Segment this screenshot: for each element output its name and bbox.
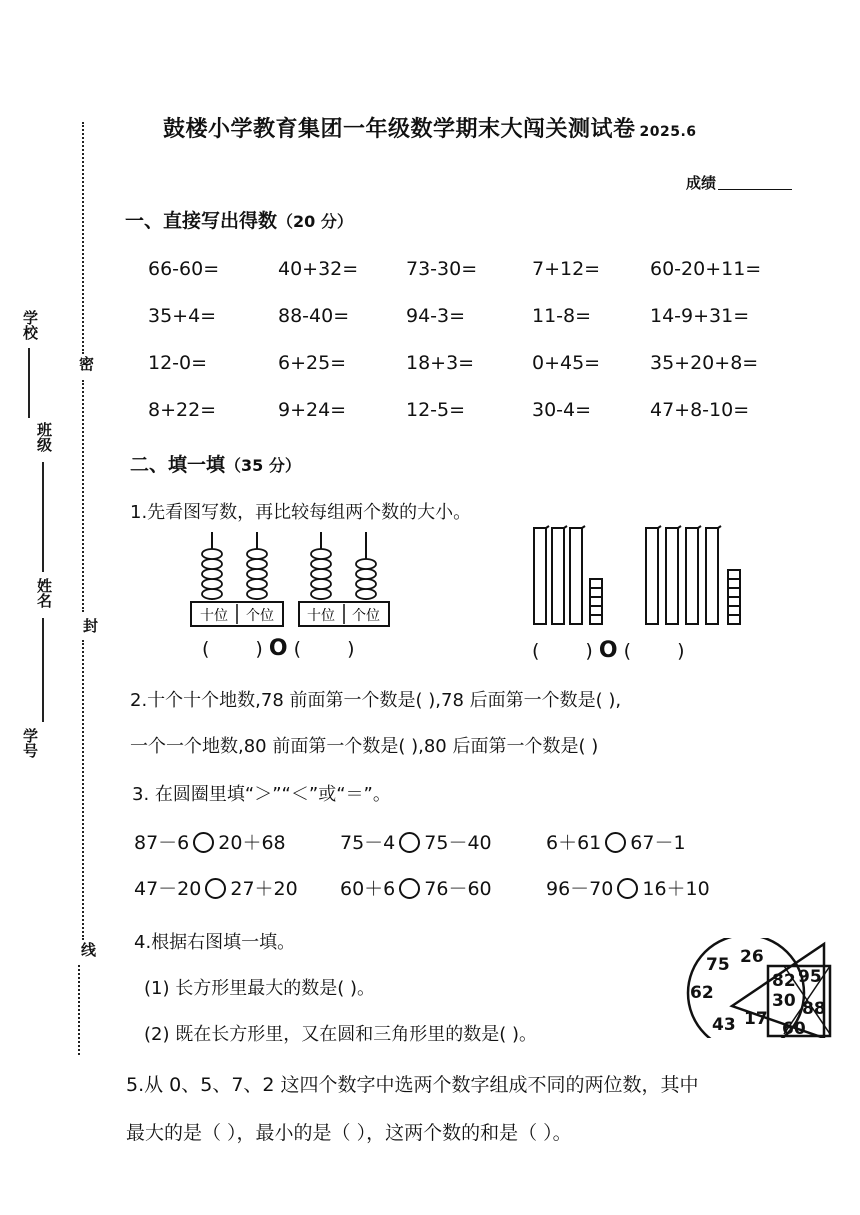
score-blank[interactable] bbox=[718, 189, 792, 190]
ten-rod bbox=[706, 528, 718, 624]
q4-text: 4.根据右图填一填。 bbox=[134, 932, 296, 953]
compare-left: 96－70 bbox=[546, 878, 614, 900]
ten-rod bbox=[666, 528, 678, 624]
blocks-figure bbox=[528, 522, 760, 632]
compare-circle[interactable] bbox=[605, 832, 626, 853]
one-cube bbox=[590, 588, 602, 597]
blank-open: ( bbox=[532, 640, 540, 662]
q4-part1: (1) 长方形里最大的数是( )。 bbox=[144, 978, 375, 999]
section1-heading bbox=[125, 206, 353, 233]
section2-title: 二、填一填 bbox=[130, 454, 226, 476]
calc-item: 47+8-10= bbox=[650, 399, 750, 421]
q1-text: 1.先看图写数，再比较每组两个数的大小。 bbox=[130, 502, 472, 523]
score-field bbox=[686, 172, 792, 193]
blank-close: ) bbox=[677, 640, 685, 662]
calc-item: 6+25= bbox=[278, 352, 347, 374]
ten-rod bbox=[552, 528, 564, 624]
one-cube bbox=[590, 615, 602, 624]
calc-item: 9+24= bbox=[278, 399, 347, 421]
compare-left: 87－6 bbox=[134, 832, 190, 854]
figure-number: 60 bbox=[782, 1019, 806, 1038]
number-label: 学号 bbox=[21, 728, 39, 758]
abacus-bead bbox=[356, 569, 376, 579]
blank-close: ) bbox=[347, 638, 355, 660]
calc-item: 60-20+11= bbox=[650, 258, 762, 280]
ten-rod bbox=[646, 528, 658, 624]
q2-line2: 一个一个地数,80 前面第一个数是( ),80 后面第一个数是( ) bbox=[130, 736, 599, 757]
abacus-bead bbox=[356, 589, 376, 599]
blank-open: ( bbox=[293, 638, 302, 660]
q3-compare bbox=[134, 828, 286, 855]
abacus-label: 个位 bbox=[246, 608, 274, 624]
binding-dotted-line-1 bbox=[82, 122, 84, 354]
q5-line1: 5.从 0、5、7、2 这四个数字中选两个数字组成不同的两位数，其中 bbox=[126, 1074, 699, 1096]
q3-compare bbox=[340, 828, 492, 855]
abacus-answer-row bbox=[202, 636, 354, 661]
figure-number: 17 bbox=[744, 1009, 768, 1029]
one-cube bbox=[728, 615, 740, 624]
figure-number: 75 bbox=[706, 955, 730, 975]
compare-right: 20＋68 bbox=[218, 832, 286, 854]
calc-item: 11-8= bbox=[532, 305, 592, 327]
compare-left: 6＋61 bbox=[546, 832, 602, 854]
q5-line2: 最大的是（ ），最小的是（ ），这两个数的和是（ ）。 bbox=[126, 1122, 572, 1144]
one-cube bbox=[728, 570, 740, 579]
calc-item: 12-0= bbox=[148, 352, 208, 374]
abacus-bead bbox=[202, 589, 222, 599]
compare-circle[interactable] bbox=[193, 832, 214, 853]
section2-heading bbox=[130, 450, 301, 477]
calc-item: 30-4= bbox=[532, 399, 592, 421]
compare-left: 47－20 bbox=[134, 878, 202, 900]
title-text: 鼓楼小学教育集团一年级数学期末大闯关测试卷 bbox=[163, 117, 636, 142]
abacus-bead bbox=[356, 579, 376, 589]
abacus-label: 个位 bbox=[352, 608, 380, 624]
abacus-bead bbox=[356, 559, 376, 569]
seal-char-xian: 线 bbox=[79, 942, 97, 957]
blank-close: ) bbox=[255, 638, 263, 660]
compare-circle[interactable] bbox=[399, 878, 420, 899]
figure-number: 26 bbox=[740, 947, 764, 967]
one-cube bbox=[590, 579, 602, 588]
calc-item: 0+45= bbox=[532, 352, 601, 374]
q2-line1: 2.十个十个地数,78 前面第一个数是( ),78 后面第一个数是( ), bbox=[130, 690, 622, 711]
abacus-bead bbox=[311, 579, 331, 589]
figure-number: 95 bbox=[798, 967, 822, 987]
name-label: 姓名 bbox=[35, 578, 53, 608]
section2-points: （35 分） bbox=[225, 456, 301, 475]
calc-item: 94-3= bbox=[406, 305, 466, 327]
abacus-figure bbox=[185, 522, 395, 634]
binding-dotted-line-4 bbox=[78, 965, 80, 1055]
blocks-answer-row bbox=[532, 638, 684, 663]
name-blank[interactable] bbox=[42, 618, 44, 722]
one-cube bbox=[728, 588, 740, 597]
shapes-figure bbox=[684, 938, 834, 1038]
abacus-bead bbox=[202, 569, 222, 579]
q3-compare bbox=[546, 828, 686, 855]
abacus-bead bbox=[311, 569, 331, 579]
abacus-bead bbox=[247, 589, 267, 599]
blank-open: ( bbox=[202, 638, 210, 660]
school-blank[interactable] bbox=[28, 348, 30, 418]
section1-points: （20 分） bbox=[277, 212, 353, 231]
abacus-label: 十位 bbox=[200, 608, 228, 624]
figure-number: 62 bbox=[690, 983, 714, 1003]
title-year: 2025.6 bbox=[639, 124, 697, 140]
one-cube bbox=[728, 579, 740, 588]
q3-compare bbox=[134, 874, 298, 901]
compare-circle[interactable]: O bbox=[598, 638, 618, 663]
one-cube bbox=[728, 606, 740, 615]
seal-char-feng: 封 bbox=[81, 618, 99, 633]
seal-char-mi: 密 bbox=[77, 356, 95, 371]
compare-left: 60＋6 bbox=[340, 878, 396, 900]
figure-number: 30 bbox=[772, 991, 796, 1011]
compare-left: 75－4 bbox=[340, 832, 396, 854]
abacus-bead bbox=[247, 549, 267, 559]
abacus-bead bbox=[202, 559, 222, 569]
calc-item: 66-60= bbox=[148, 258, 220, 280]
figure-number: 43 bbox=[712, 1015, 736, 1035]
calc-item: 12-5= bbox=[406, 399, 466, 421]
calc-item: 35+4= bbox=[148, 305, 217, 327]
class-label: 班级 bbox=[35, 422, 53, 452]
compare-circle[interactable]: O bbox=[268, 636, 288, 661]
one-cube bbox=[590, 597, 602, 606]
abacus-bead bbox=[247, 559, 267, 569]
binding-dotted-line-2 bbox=[82, 380, 84, 612]
blank-close: ) bbox=[585, 640, 593, 662]
q3-compare bbox=[546, 874, 710, 901]
ten-rod bbox=[534, 528, 546, 624]
class-blank[interactable] bbox=[42, 462, 44, 572]
compare-circle[interactable] bbox=[399, 832, 420, 853]
calc-item: 73-30= bbox=[406, 258, 478, 280]
abacus-bead bbox=[311, 549, 331, 559]
calc-item: 14-9+31= bbox=[650, 305, 750, 327]
compare-circle[interactable] bbox=[617, 878, 638, 899]
compare-right: 27＋20 bbox=[230, 878, 298, 900]
page-title bbox=[163, 112, 697, 143]
compare-right: 16＋10 bbox=[642, 878, 710, 900]
abacus-bead bbox=[247, 579, 267, 589]
calc-item: 35+20+8= bbox=[650, 352, 759, 374]
calc-item: 88-40= bbox=[278, 305, 350, 327]
abacus-bead bbox=[247, 569, 267, 579]
compare-right: 67－1 bbox=[630, 832, 686, 854]
calc-item: 40+32= bbox=[278, 258, 359, 280]
section1-title: 一、直接写出得数 bbox=[125, 210, 278, 232]
abacus-bead bbox=[311, 559, 331, 569]
q3-text: 3. 在圆圈里填“＞”“＜”或“＝”。 bbox=[132, 784, 391, 805]
ten-rod bbox=[686, 528, 698, 624]
compare-right: 75－40 bbox=[424, 832, 492, 854]
one-cube bbox=[728, 597, 740, 606]
figure-number: 82 bbox=[772, 971, 796, 991]
compare-circle[interactable] bbox=[205, 878, 226, 899]
abacus-bead bbox=[202, 579, 222, 589]
compare-right: 76－60 bbox=[424, 878, 492, 900]
school-label: 学校 bbox=[21, 310, 39, 340]
score-label: 成绩 bbox=[686, 174, 717, 192]
q4-part2: (2) 既在长方形里，又在圆和三角形里的数是( )。 bbox=[144, 1024, 537, 1045]
calc-item: 18+3= bbox=[406, 352, 475, 374]
calc-item: 8+22= bbox=[148, 399, 217, 421]
q3-compare bbox=[340, 874, 492, 901]
blank-open: ( bbox=[623, 640, 632, 662]
one-cube bbox=[590, 606, 602, 615]
abacus-bead bbox=[311, 589, 331, 599]
ten-rod bbox=[570, 528, 582, 624]
binding-dotted-line-3 bbox=[82, 640, 84, 940]
calc-item: 7+12= bbox=[532, 258, 601, 280]
figure-number: 88 bbox=[802, 999, 826, 1019]
abacus-bead bbox=[202, 549, 222, 559]
abacus-label: 十位 bbox=[307, 608, 335, 624]
